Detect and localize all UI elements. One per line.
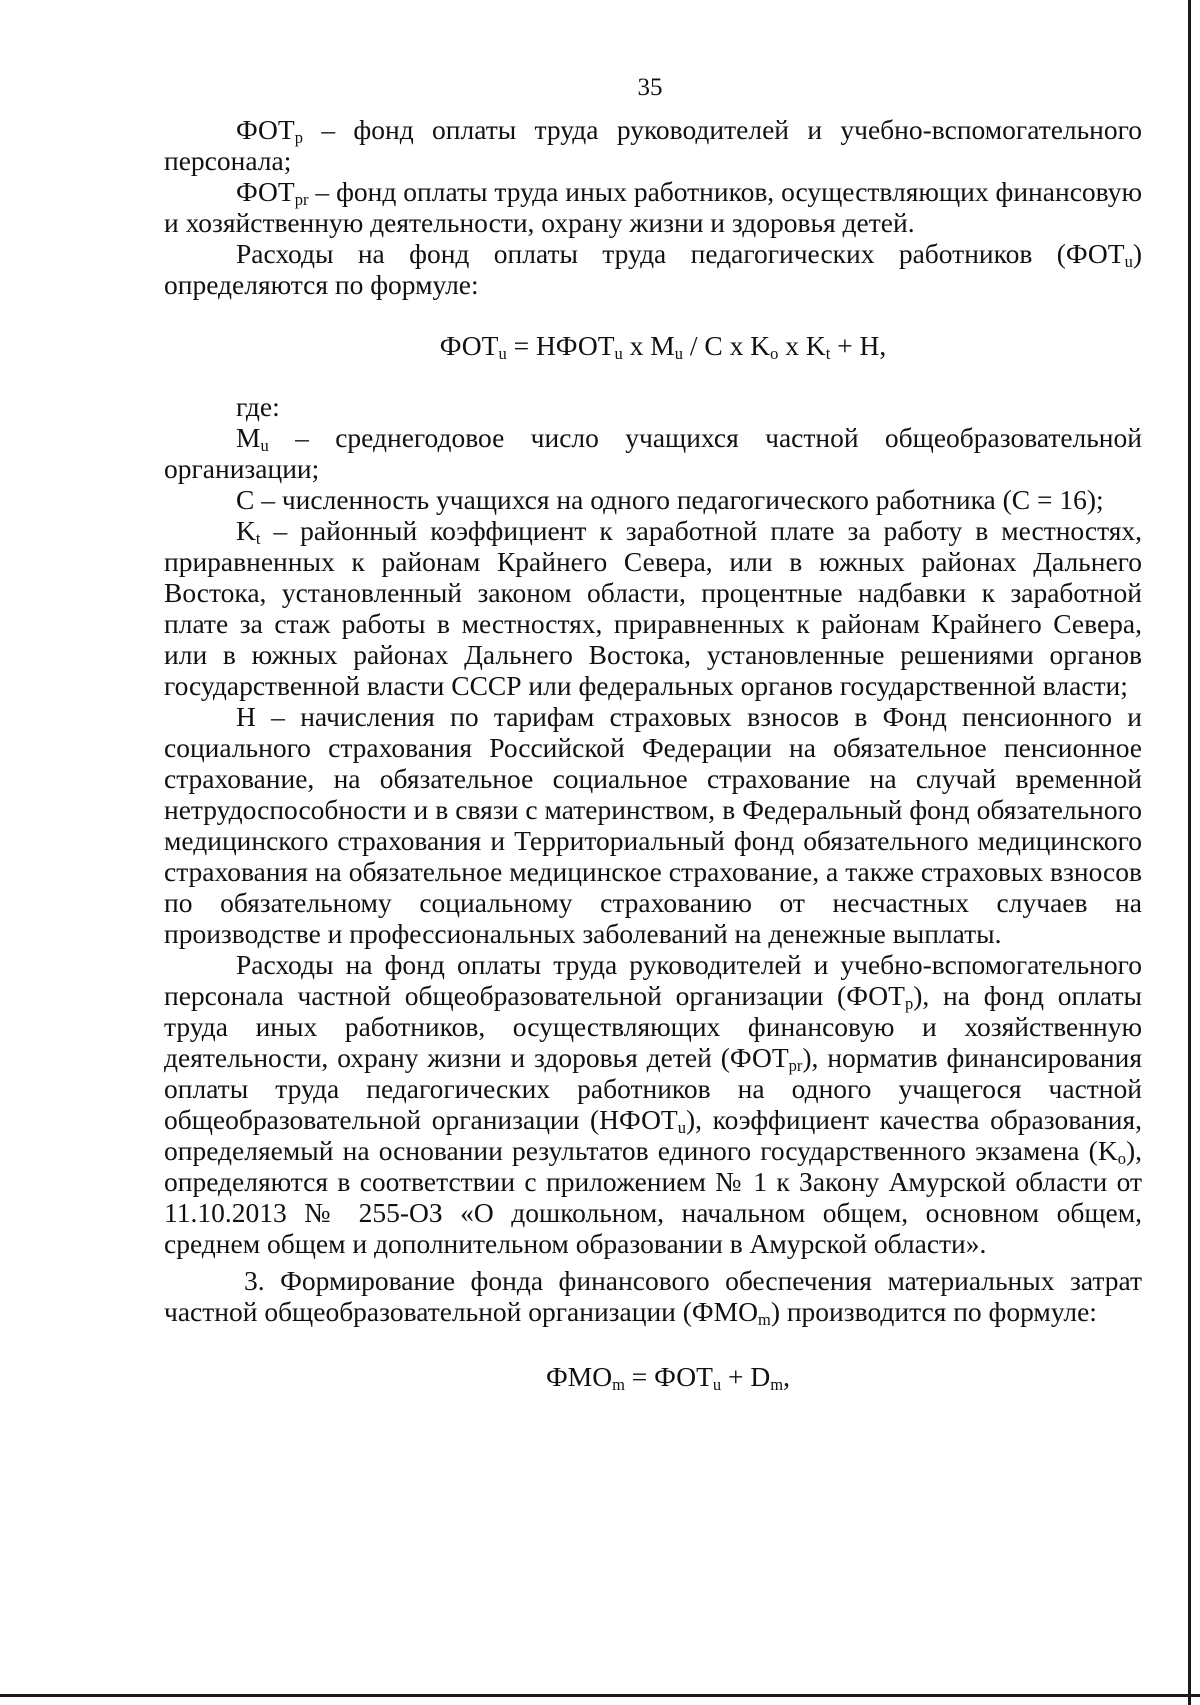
subscript: pr <box>788 1056 803 1076</box>
text-segment: 3. Формирование фонда финансового обеспечения материальных затрат частной общеобразовательной организации (ФМО <box>164 1265 1142 1327</box>
paragraph-admin-expenses <box>164 949 1142 1259</box>
subscript: u <box>260 436 269 456</box>
subscript: pr <box>294 190 309 210</box>
subscript: t <box>255 529 261 549</box>
paragraph-kt <box>164 515 1142 701</box>
page-right-edge <box>1188 0 1191 1705</box>
definition-text: – фонд оплаты труда иных работников, осуществляющих финансовую и хозяйственную деятельности, охрану жизни и здоровья детей. <box>164 176 1142 238</box>
text-segment: Расходы на фонд оплаты труда руководителей и учебно-вспомогательного персонала частной общеобразовательной организации (ФОТ <box>164 949 1142 1011</box>
text-segment: ) определяются по формуле: <box>164 238 1142 300</box>
symbol-fot: ФОТ <box>236 176 295 207</box>
formula-term: x K <box>778 330 826 361</box>
text-segment: ), определяются в соответствии с приложением № 1 к Закону Амурской области от 11.10.2013 № 255-ОЗ «О дошкольном, начальном общем, основном общем, среднем общем и дополнительном образовании в Амурской области». <box>164 1135 1142 1259</box>
paragraph-item-3 <box>164 1265 1142 1330</box>
page-bottom-edge <box>0 1694 1200 1697</box>
formula-term: / C x K <box>682 330 771 361</box>
formula-term: x M <box>622 330 675 361</box>
text-segment: ), на фонд оплаты труда иных работников, осуществляющих финансовую и хозяйственную деятельности, охрану жизни и здоровья детей (ФОТ <box>164 980 1142 1073</box>
paragraph-h: Н – начисления по тарифам страховых взносов в Фонд пенсионного и социального страхования Российской Федерации на обязательное пенсионное страхование, на обязательное социальное страхование на случай временной нетрудоспособности и в связи с материнством, в Федеральный фонд обязательного медицинского страхования и Территориальный фонд обязательного медицинского страхования на обязательное медицинское страхование, а также страховых взносов по обязательному социальному страхованию от несчастных случаев на производстве и профессиональных заболеваний на денежные выплаты. <box>164 701 1142 949</box>
formula-term: = НФОТ <box>506 330 615 361</box>
paragraph-mu <box>164 422 1142 484</box>
formula-fot-u <box>164 330 1142 364</box>
subscript: u <box>677 1118 686 1138</box>
text-segment: ) производится по формуле: <box>770 1296 1097 1327</box>
text-segment: ), коэффициент качества образования, определяемый на основании результатов единого государственного экзамена (K <box>164 1104 1142 1166</box>
subscript: t <box>825 344 831 364</box>
symbol-m: M <box>236 422 261 453</box>
paragraph-ped-expenses <box>164 238 1142 300</box>
subscript: u <box>674 344 683 364</box>
paragraph-fot-pr <box>164 176 1142 238</box>
symbol-fot: ФОТ <box>236 114 295 145</box>
subscript: р <box>904 994 914 1014</box>
formula-term: ФМО <box>546 1361 613 1392</box>
text-segment: Расходы на фонд оплаты труда педагогических работников (ФОТ <box>236 238 1125 269</box>
subscript: u <box>712 1375 722 1395</box>
paragraph-fot-p <box>164 114 1142 176</box>
formula-term: , <box>783 1361 790 1392</box>
page-number: 35 <box>637 74 663 101</box>
formula-term: + D <box>721 1361 771 1392</box>
subscript: u <box>1124 252 1133 272</box>
symbol-k: K <box>236 515 256 546</box>
subscript: u <box>498 344 507 364</box>
where-label: где: <box>236 391 280 422</box>
definition-text: – районный коэффициент к заработной плате за работу в местностях, приравненных к районам Крайнего Севера, или в южных районах Дальнего Востока, установленный законом области, процентные надбавки к заработной плате за стаж работы в местностях, приравненных к районам Крайнего Севера, или в южных районах Дальнего Востока, установленные решениями органов государственной власти СССР или федеральных органов государственной власти; <box>164 515 1142 701</box>
subscript: р <box>294 128 303 148</box>
formula-term: ФОТ <box>439 330 499 361</box>
document-body <box>164 114 1142 1395</box>
definition-text: – фонд оплаты труда руководителей и учебно-вспомогательного персонала; <box>164 114 1142 176</box>
text-segment: ), норматив финансирования оплаты труда педагогических работников на одного учащегося частной общеобразовательной организации (НФОТ <box>164 1042 1142 1135</box>
paragraph-c: С – численность учащихся на одного педагогического работника (С = 16); <box>236 484 1104 515</box>
definition-text: – среднегодовое число учащихся частной общеобразовательной организации; <box>164 422 1142 484</box>
subscript: o <box>770 344 779 364</box>
subscript: m <box>612 1375 625 1395</box>
formula-fmo-m <box>164 1361 1142 1395</box>
subscript: m <box>770 1375 784 1395</box>
formula-term: = ФОТ <box>624 1361 713 1392</box>
subscript: m <box>757 1310 771 1330</box>
subscript: u <box>614 344 623 364</box>
subscript: o <box>1117 1149 1126 1169</box>
formula-term: + H, <box>830 330 887 361</box>
